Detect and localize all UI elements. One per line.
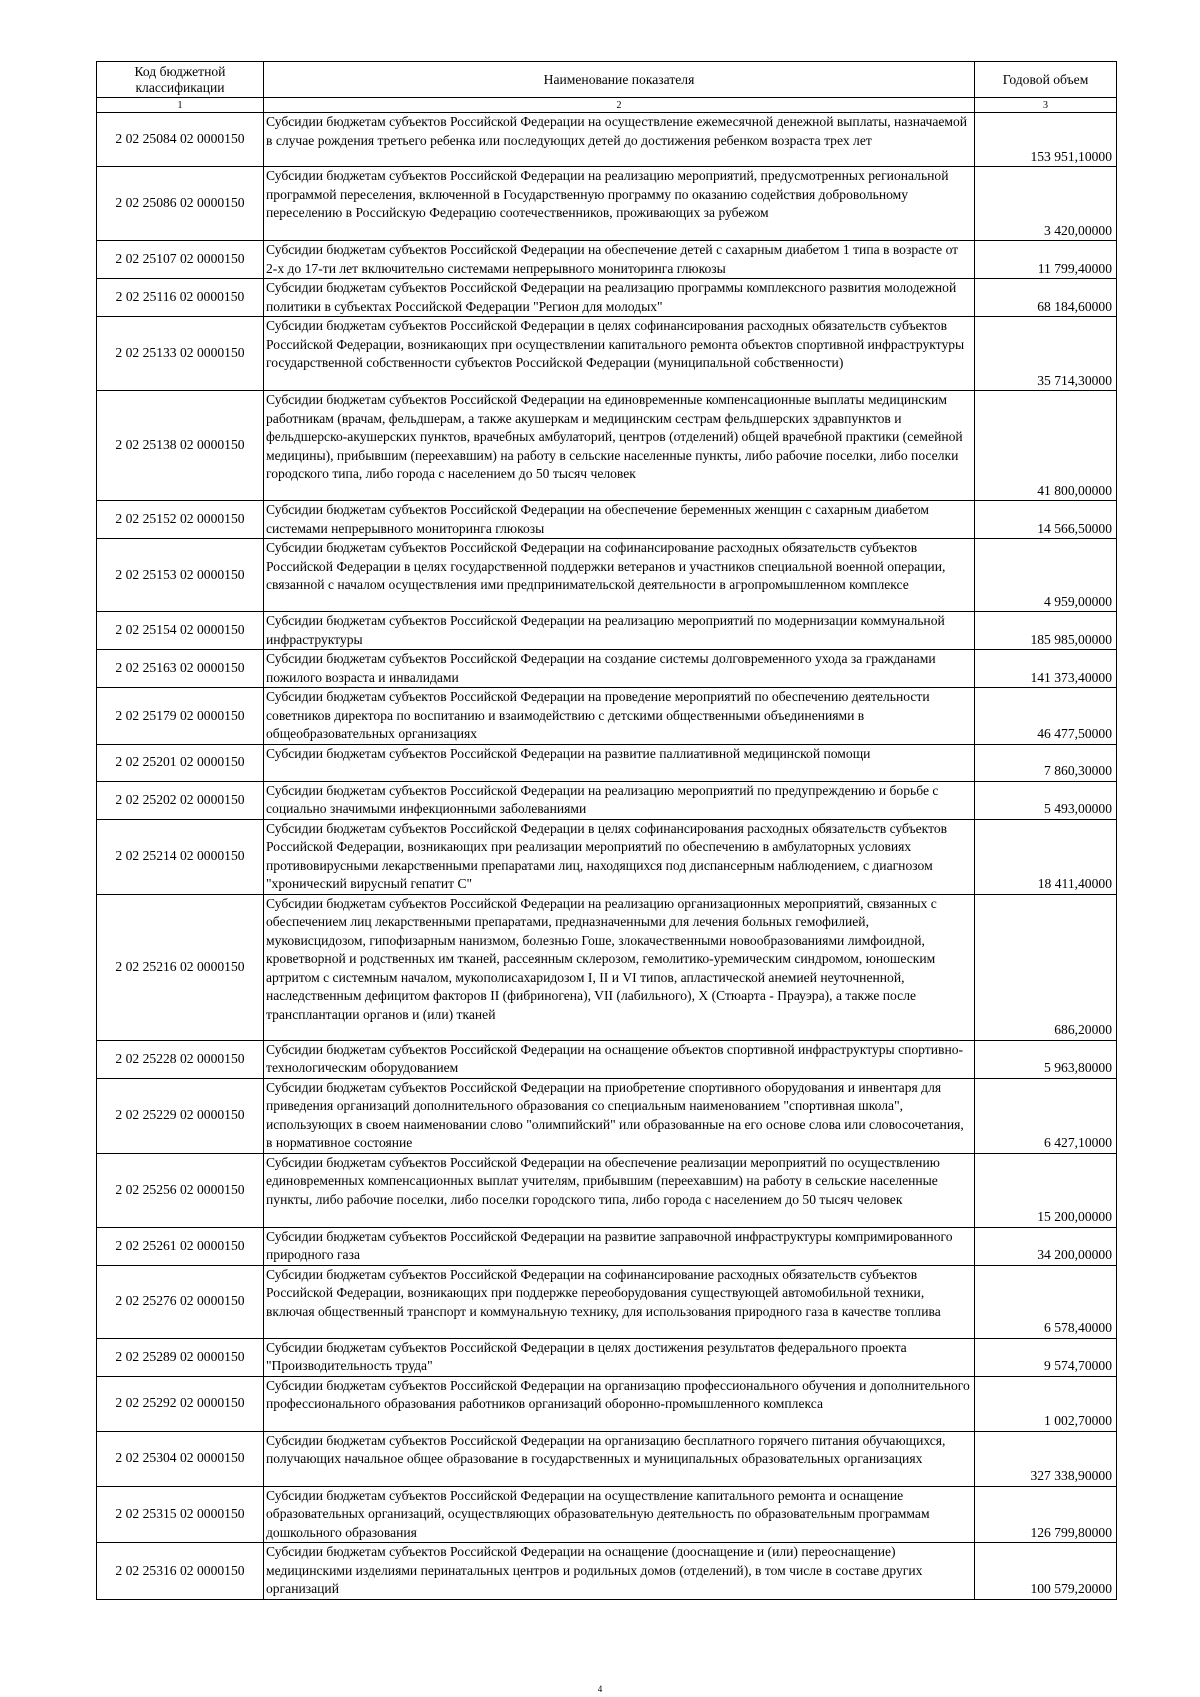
row-code: 2 02 25276 02 0000150 <box>97 1265 264 1338</box>
row-name: Субсидии бюджетам субъектов Российской Федерации в целях достижения результатов федерального проекта "Производительность труда" <box>264 1338 975 1376</box>
row-code: 2 02 25216 02 0000150 <box>97 894 264 1040</box>
row-code: 2 02 25084 02 0000150 <box>97 113 264 167</box>
row-volume: 46 477,50000 <box>975 688 1117 745</box>
table-row <box>97 819 1117 894</box>
row-name: Субсидии бюджетам субъектов Российской Федерации на создание системы долговременного ухода за гражданами пожилого возраста и инвалидами <box>264 650 975 688</box>
row-volume: 11 799,40000 <box>975 241 1117 279</box>
table-row <box>97 612 1117 650</box>
row-volume: 41 800,00000 <box>975 391 1117 501</box>
row-name: Субсидии бюджетам субъектов Российской Федерации на софинансирование расходных обязательств субъектов Российской Федерации в целях государственной поддержки ветеранов и участников специальной военной операции, связанной с началом осуществления ими предпринимательской деятельности в агропромышленном комплексе <box>264 539 975 612</box>
row-volume: 14 566,50000 <box>975 501 1117 539</box>
table-row <box>97 1338 1117 1376</box>
row-code: 2 02 25154 02 0000150 <box>97 612 264 650</box>
row-volume: 35 714,30000 <box>975 317 1117 391</box>
row-code: 2 02 25133 02 0000150 <box>97 317 264 391</box>
table-row <box>97 241 1117 279</box>
table-row <box>97 1486 1117 1543</box>
row-name: Субсидии бюджетам субъектов Российской Федерации на реализацию организационных мероприятий, связанных с обеспечением лиц лекарственными препаратами, предназначенными для лечения больных гемофилией, муковисцидозом, гипофизарным нанизмом, болезнью Гоше, злокачественными новообразованиями лимфоидной, кроветворной и родственных им тканей, рассеянным склерозом, гемолитико-уремическим синдромом, юношеским артритом с системным началом, мукополисахаридозом I, II и VI типов, апластической анемией неуточненной, наследственным дефицитом факторов II (фибриногена), VII (лабильного), X (Стюарта - Прауэра), а также после трансплантации органов и (или) тканей <box>264 894 975 1040</box>
row-volume: 141 373,40000 <box>975 650 1117 688</box>
row-volume: 153 951,10000 <box>975 113 1117 167</box>
table-row <box>97 279 1117 317</box>
column-number: 1 <box>97 98 264 113</box>
row-volume: 6 427,10000 <box>975 1078 1117 1153</box>
row-name: Субсидии бюджетам субъектов Российской Федерации на реализацию мероприятий по модернизации коммунальной инфраструктуры <box>264 612 975 650</box>
row-volume: 686,20000 <box>975 894 1117 1040</box>
table-row <box>97 650 1117 688</box>
row-name: Субсидии бюджетам субъектов Российской Федерации на реализацию программы комплексного развития молодежной политики в субъектах Российской Федерации "Регион для молодых" <box>264 279 975 317</box>
row-code: 2 02 25228 02 0000150 <box>97 1040 264 1078</box>
row-name: Субсидии бюджетам субъектов Российской Федерации на оснащение (дооснащение и (или) переоснащение) медицинскими изделиями перинатальных центров и родильных домов (отделений), в том числе в составе других организаций <box>264 1543 975 1600</box>
row-volume: 68 184,60000 <box>975 279 1117 317</box>
row-code: 2 02 25256 02 0000150 <box>97 1153 264 1227</box>
column-number-row <box>97 98 1117 113</box>
row-code: 2 02 25289 02 0000150 <box>97 1338 264 1376</box>
table-row <box>97 501 1117 539</box>
row-volume: 15 200,00000 <box>975 1153 1117 1227</box>
row-code: 2 02 25107 02 0000150 <box>97 241 264 279</box>
row-name: Субсидии бюджетам субъектов Российской Федерации в целях софинансирования расходных обязательств субъектов Российской Федерации, возникающих при осуществлении капитального ремонта объектов спортивной инфраструктуры государственной собственности субъектов Российской Федерации (муниципальной собственности) <box>264 317 975 391</box>
row-name: Субсидии бюджетам субъектов Российской Федерации на осуществление ежемесячной денежной выплаты, назначаемой в случае рождения третьего ребенка или последующих детей до достижения ребенком возраста трех лет <box>264 113 975 167</box>
row-name: Субсидии бюджетам субъектов Российской Федерации на обеспечение беременных женщин с сахарным диабетом системами непрерывного мониторинга глюкозы <box>264 501 975 539</box>
row-name: Субсидии бюджетам субъектов Российской Федерации на развитие заправочной инфраструктуры компримированного природного газа <box>264 1227 975 1265</box>
row-volume: 4 959,00000 <box>975 539 1117 612</box>
row-volume: 34 200,00000 <box>975 1227 1117 1265</box>
page-number: 4 <box>597 1684 603 1694</box>
row-code: 2 02 25138 02 0000150 <box>97 391 264 501</box>
row-name: Субсидии бюджетам субъектов Российской Федерации на софинансирование расходных обязательств субъектов Российской Федерации, возникающих при поддержке переоборудования существующей автомобильной техники, включая общественный транспорт и коммунальную технику, для использования природного газа в качестве топлива <box>264 1265 975 1338</box>
row-code: 2 02 25315 02 0000150 <box>97 1486 264 1543</box>
row-name: Субсидии бюджетам субъектов Российской Федерации на единовременные компенсационные выплаты медицинским работникам (врачам, фельдшерам, а также акушеркам и медицинским сестрам фельдшерских здравпунктов и фельдшерско-акушерских пунктов, врачебных амбулаторий, центров (отделений) общей врачебной практики (семейной медицины), прибывшим (переехавшим) на работу в сельские населенные пункты, либо рабочие поселки, либо поселки городского типа, либо города с населением до 50 тысяч человек <box>264 391 975 501</box>
row-volume: 327 338,90000 <box>975 1431 1117 1486</box>
table-row <box>97 1431 1117 1486</box>
row-volume: 1 002,70000 <box>975 1376 1117 1431</box>
row-volume: 5 493,00000 <box>975 781 1117 819</box>
row-code: 2 02 25214 02 0000150 <box>97 819 264 894</box>
row-code: 2 02 25179 02 0000150 <box>97 688 264 745</box>
row-code: 2 02 25229 02 0000150 <box>97 1078 264 1153</box>
column-number: 2 <box>264 98 975 113</box>
row-code: 2 02 25153 02 0000150 <box>97 539 264 612</box>
table-row <box>97 744 1117 781</box>
row-name: Субсидии бюджетам субъектов Российской Федерации на организацию бесплатного горячего питания обучающихся, получающих начальное общее образование в государственных и муниципальных образовательных организациях <box>264 1431 975 1486</box>
table-row <box>97 688 1117 745</box>
row-code: 2 02 25261 02 0000150 <box>97 1227 264 1265</box>
header-volume: Годовой объем <box>975 62 1117 98</box>
row-code: 2 02 25152 02 0000150 <box>97 501 264 539</box>
row-code: 2 02 25116 02 0000150 <box>97 279 264 317</box>
row-name: Субсидии бюджетам субъектов Российской Федерации на приобретение спортивного оборудования и инвентаря для приведения организаций дополнительного образования со специальным наименованием "спортивная школа", использующих в своем наименовании слово "олимпийский" или образованные на его основе слова или словосочетания, в нормативное состояние <box>264 1078 975 1153</box>
budget-table <box>96 61 1117 1600</box>
row-name: Субсидии бюджетам субъектов Российской Федерации на оснащение объектов спортивной инфраструктуры спортивно-технологическим оборудованием <box>264 1040 975 1078</box>
table-row <box>97 1376 1117 1431</box>
row-volume: 100 579,20000 <box>975 1543 1117 1600</box>
row-code: 2 02 25086 02 0000150 <box>97 167 264 241</box>
row-name: Субсидии бюджетам субъектов Российской Федерации на организацию профессионального обучения и дополнительного профессионального образования работников организаций оборонно-промышленного комплекса <box>264 1376 975 1431</box>
row-code: 2 02 25292 02 0000150 <box>97 1376 264 1431</box>
table-row <box>97 1227 1117 1265</box>
row-name: Субсидии бюджетам субъектов Российской Федерации на проведение мероприятий по обеспечению деятельности советников директора по воспитанию и взаимодействию с детскими общественными объединениями в общеобразовательных организациях <box>264 688 975 745</box>
row-volume: 185 985,00000 <box>975 612 1117 650</box>
table-row <box>97 539 1117 612</box>
row-name: Субсидии бюджетам субъектов Российской Федерации на осуществление капитального ремонта и оснащение образовательных организаций, осуществляющих образовательную деятельность по образовательным программам дошкольного образования <box>264 1486 975 1543</box>
header-name: Наименование показателя <box>264 62 975 98</box>
table-row <box>97 1543 1117 1600</box>
row-volume: 9 574,70000 <box>975 1338 1117 1376</box>
row-code: 2 02 25163 02 0000150 <box>97 650 264 688</box>
row-volume: 6 578,40000 <box>975 1265 1117 1338</box>
row-name: Субсидии бюджетам субъектов Российской Федерации в целях софинансирования расходных обязательств субъектов Российской Федерации, возникающих при реализации мероприятий по обеспечению в амбулаторных условиях противовирусными лекарственными препаратами лиц, находящихся под диспансерным наблюдением, с диагнозом "хронический вирусный гепатит С" <box>264 819 975 894</box>
table-row <box>97 1153 1117 1227</box>
column-number: 3 <box>975 98 1117 113</box>
document-page <box>96 61 1116 1600</box>
row-code: 2 02 25304 02 0000150 <box>97 1431 264 1486</box>
table-row <box>97 1078 1117 1153</box>
row-name: Субсидии бюджетам субъектов Российской Федерации на обеспечение детей с сахарным диабетом 1 типа в возрасте от 2-х до 17-ти лет включительно системами непрерывного мониторинга глюкозы <box>264 241 975 279</box>
table-row <box>97 167 1117 241</box>
row-volume: 126 799,80000 <box>975 1486 1117 1543</box>
row-code: 2 02 25201 02 0000150 <box>97 744 264 781</box>
header-code: Код бюджетной классификации <box>97 62 264 98</box>
table-row <box>97 391 1117 501</box>
row-name: Субсидии бюджетам субъектов Российской Федерации на реализацию мероприятий по предупреждению и борьбе с социально значимыми инфекционными заболеваниями <box>264 781 975 819</box>
row-volume: 5 963,80000 <box>975 1040 1117 1078</box>
table-row <box>97 894 1117 1040</box>
row-name: Субсидии бюджетам субъектов Российской Федерации на реализацию мероприятий, предусмотренных региональной программой переселения, включенной в Государственную программу по оказанию содействия добровольному переселению в Российскую Федерацию соотечественников, проживающих за рубежом <box>264 167 975 241</box>
table-row <box>97 1040 1117 1078</box>
row-volume: 3 420,00000 <box>975 167 1117 241</box>
row-code: 2 02 25316 02 0000150 <box>97 1543 264 1600</box>
table-row <box>97 781 1117 819</box>
table-body <box>97 113 1117 1600</box>
table-row <box>97 317 1117 391</box>
row-volume: 18 411,40000 <box>975 819 1117 894</box>
row-name: Субсидии бюджетам субъектов Российской Федерации на обеспечение реализации мероприятий по осуществлению единовременных компенсационных выплат учителям, прибывшим (переехавшим) на работу в сельские населенные пункты, либо рабочие поселки, либо поселки городского типа, либо города с населением до 50 тысяч человек <box>264 1153 975 1227</box>
table-row <box>97 113 1117 167</box>
row-name: Субсидии бюджетам субъектов Российской Федерации на развитие паллиативной медицинской помощи <box>264 744 975 781</box>
table-header-row <box>97 62 1117 98</box>
row-volume: 7 860,30000 <box>975 744 1117 781</box>
row-code: 2 02 25202 02 0000150 <box>97 781 264 819</box>
table-row <box>97 1265 1117 1338</box>
